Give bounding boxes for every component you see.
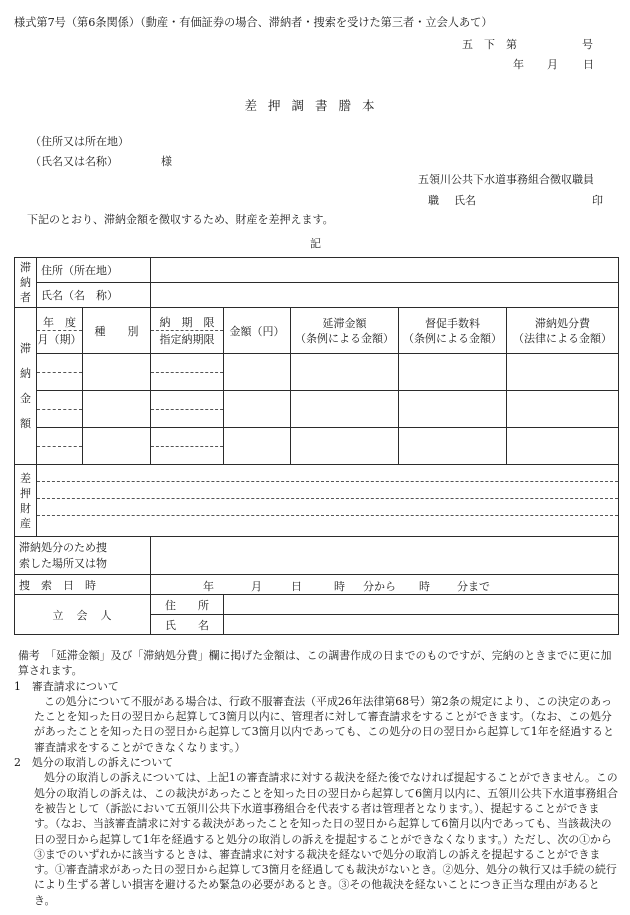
cell-disposal-fee[interactable] — [507, 354, 619, 391]
recipient-name-line — [30, 153, 172, 169]
cell-type[interactable] — [83, 354, 151, 391]
cell-due[interactable] — [151, 354, 224, 391]
witness-name-label: 氏 名 — [151, 615, 224, 635]
date-year: 年 — [513, 58, 524, 71]
doc-number-prefix: 五 下 第 — [462, 38, 517, 51]
cell-reminder-fee[interactable] — [399, 391, 507, 428]
search-datetime-field[interactable]: 年 月 日 時 分から 時 分まで — [151, 575, 619, 595]
section2-title: 2 処分の取消しの訴えについて — [14, 756, 174, 770]
cell-amount[interactable] — [224, 428, 291, 465]
table-row — [15, 428, 619, 465]
section1-body: この処分について不服がある場合は、行政不服審査法（平成26年法律第68号）第2条の規定により、この決定のあったことを知った日の翌日から起算して3箇月以内に、管理者に対して審査請求をすることができます。（なお、この処分があったことを知った日の翌日から起算して3箇月以内であっても、この処分の日の翌日から起算して1年を経過すると審査請求をすることができなくなります。） — [34, 694, 614, 754]
cell-disposal-fee[interactable] — [507, 391, 619, 428]
recipient-name-label: （氏名又は名称） — [30, 155, 118, 168]
cell-due[interactable] — [151, 391, 224, 428]
date-month: 月 — [547, 58, 558, 71]
date-day: 日 — [583, 58, 594, 71]
delinquent-address-field[interactable] — [151, 258, 619, 283]
cell-amount[interactable] — [224, 354, 291, 391]
amount-label: 滞 納 金 額 — [15, 308, 37, 465]
col-year: 年 度 — [37, 314, 82, 331]
cell-amount[interactable] — [224, 391, 291, 428]
ki-mark: 記 — [310, 237, 321, 250]
notes-section — [14, 648, 620, 908]
form-title: 様式第7号（第6条関係）（動産・有価証券の場合、滞納者・捜索を受けた第三者・立会人あて） — [14, 16, 493, 29]
delinquent-name-label: 氏名（名 称） — [37, 283, 151, 308]
cell-type[interactable] — [83, 391, 151, 428]
cell-year-month[interactable] — [37, 428, 83, 465]
search-place-label: 滞納処分のため捜 索した場所又は物 — [15, 537, 151, 575]
col-designated-due: 指定納期限 — [159, 333, 215, 346]
table-row — [15, 391, 619, 428]
lead-text: 下記のとおり、滞納金額を徴収するため、財産を差押えます。 — [27, 213, 334, 226]
cell-reminder-fee[interactable] — [399, 428, 507, 465]
issuer-official — [428, 192, 608, 208]
cell-late-fee[interactable] — [291, 354, 399, 391]
col-reminder-fee: 督促手数料 （条例による金額） — [399, 308, 507, 354]
cell-type[interactable] — [83, 428, 151, 465]
recipient-honorific: 様 — [161, 155, 172, 168]
cell-due[interactable] — [151, 428, 224, 465]
delinquent-label: 滞 納 者 — [15, 258, 37, 308]
delinquent-name-field[interactable] — [151, 283, 619, 308]
page-title: 差押調書謄本 — [244, 98, 386, 113]
seized-property-field[interactable] — [37, 465, 619, 537]
issuer-name-label: 氏名 — [454, 194, 476, 207]
search-datetime-label: 捜 索 日 時 — [15, 575, 151, 595]
seal-mark: 印 — [592, 194, 603, 207]
witness-label: 立 会 人 — [15, 595, 151, 635]
col-amount: 金額（円） — [224, 308, 291, 354]
col-due — [151, 308, 224, 354]
col-year-month — [37, 308, 83, 354]
witness-address-label: 住 所 — [151, 595, 224, 615]
cell-late-fee[interactable] — [291, 391, 399, 428]
col-disposal-fee: 滞納処分費 （法律による金額） — [507, 308, 619, 354]
col-due-date: 納 期 限 — [151, 314, 223, 331]
section1-title: 1 審査請求について — [14, 679, 119, 693]
seized-property-label: 差 押 財 産 — [15, 465, 37, 537]
witness-name-field[interactable] — [224, 615, 619, 635]
cell-late-fee[interactable] — [291, 428, 399, 465]
col-month: 月（期） — [37, 333, 82, 346]
seizure-table — [14, 257, 619, 635]
section2-body: 処分の取消しの訴えについては、上記1の審査請求に対する裁決を経た後でなければ提起することができません。この処分の取消しの訴えは、この裁決があったことを知った日の翌日から起算して6箇月以内に、五領川公共下水道事務組合を被告として（訴訟において五領川公共下水道事務組合を代表する者は管理者となります。）、提起することができます。（なお、当該審査請求に対する裁決があったことを知った日の翌日から起算して6箇月以内であっても、当該裁決の日の翌日から起算して1年を経過すると処分の取消しの訴えを提起することができなくなります。）ただし、次の①から③までのいずれかに該当するときは、審査請求に対する裁決を経ないで処分の取消しの訴えを提起することができます。①審査請求があった日の翌日から起算して3箇月を経過しても裁決がないとき。②処分、処分の執行又は手続の続行により生ずる著しい損害を避けるため緊急の必要があるとき。③その他裁決を経ないことにつき正当な理由があるとき。 — [34, 771, 619, 907]
cell-reminder-fee[interactable] — [399, 354, 507, 391]
recipient-address-label: （住所又は所在地） — [30, 135, 129, 148]
col-type: 種 別 — [83, 308, 151, 354]
delinquent-address-label: 住所（所在地） — [37, 258, 151, 283]
issuer-org: 五領川公共下水道事務組合徴収職員 — [418, 173, 594, 186]
witness-address-field[interactable] — [224, 595, 619, 615]
remark-text: 備考 「延滞金額」及び「滞納処分費」欄に掲げた金額は、この調書作成の日までのものですが、完納のときまでに更に加算されます。 — [18, 649, 612, 678]
cell-disposal-fee[interactable] — [507, 428, 619, 465]
doc-number-suffix: 号 — [582, 38, 593, 51]
table-row — [15, 354, 619, 391]
cell-year-month[interactable] — [37, 354, 83, 391]
search-place-field[interactable] — [151, 537, 619, 575]
issuer-position: 職 — [428, 194, 439, 207]
cell-year-month[interactable] — [37, 391, 83, 428]
col-late-fee: 延滞金額 （条例による金額） — [291, 308, 399, 354]
